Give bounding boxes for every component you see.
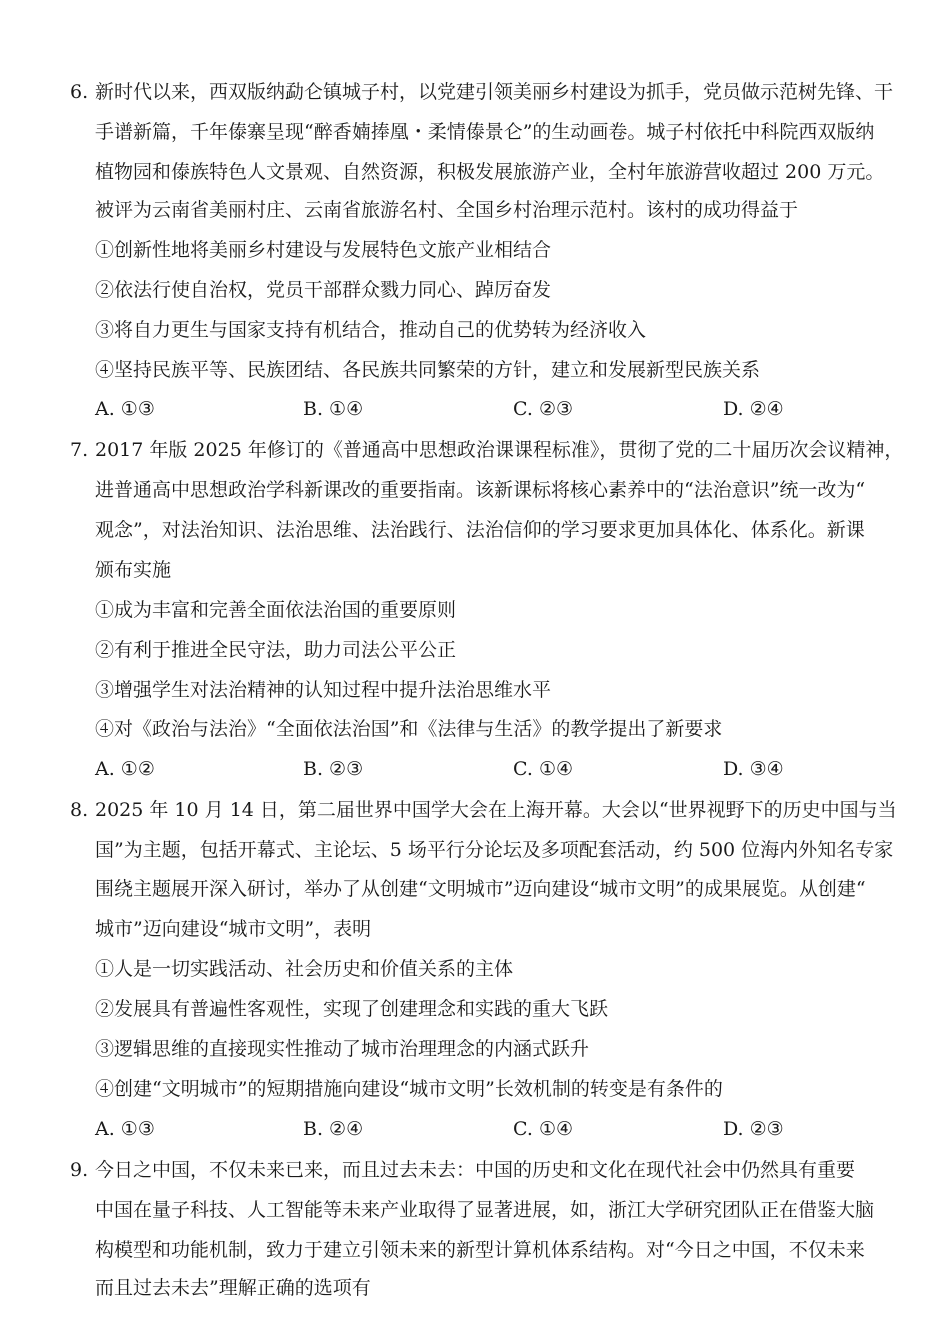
question-text-line: 2017 年版 2025 年修订的《普通高中思想政治课课程标准》，贯彻了党的二十届历次会议精神， <box>95 439 904 461</box>
option-c: C. ②③ <box>513 398 574 420</box>
question-text-line: 观念”，对法治知识、法治思维、法治践行、法治信仰的学习要求更加具体化、体系化。新课 <box>95 519 865 541</box>
question-text-line: 2025 年 10 月 14 日，第二届世界中国学大会在上海开幕。大会以“世界视野下的历史中国与当 <box>95 799 897 821</box>
question-text-line: 今日之中国，不仅未来已来，而且过去未去：中国的历史和文化在现代社会中仍然具有重要 <box>95 1159 856 1181</box>
question-text-line: 国”为主题，包括开幕式、主论坛、5 场平行分论坛及多项配套活动，约 500 位海内外知名专家 <box>95 839 894 861</box>
question-number: 9. <box>70 1159 89 1181</box>
question-text-line: 构模型和功能机制，致力于建立引领未来的新型计算机体系结构。对“今日之中国，不仅未来 <box>95 1239 865 1261</box>
option-c: C. ①④ <box>513 1118 574 1140</box>
option-d: D. ②④ <box>723 398 784 420</box>
question-text-line: 城市”迈向建设“城市文明”，表明 <box>95 918 372 940</box>
question-text-line: 进普通高中思想政治学科新课改的重要指南。该新课标将核心素养中的“法治意识”统一改为“ <box>95 479 866 501</box>
statement: ④坚持民族平等、民族团结、各民族共同繁荣的方针，建立和发展新型民族关系 <box>95 359 761 381</box>
question-text-line: 被评为云南省美丽村庄、云南省旅游名村、全国乡村治理示范村。该村的成功得益于 <box>95 199 799 221</box>
option-a: A. ①② <box>95 758 155 780</box>
question-text-line: 而且过去未去”理解正确的选项有 <box>95 1277 371 1299</box>
statement: ②有利于推进全民守法，助力司法公平公正 <box>95 639 457 661</box>
statement: ①人是一切实践活动、社会历史和价值关系的主体 <box>95 958 514 980</box>
option-b: B. ②③ <box>303 758 364 780</box>
option-b: B. ①④ <box>303 398 364 420</box>
question-text-line: 新时代以来，西双版纳勐仑镇城子村，以党建引领美丽乡村建设为抓手，党员做示范树先锋、干 <box>95 81 894 103</box>
question-text-line: 植物园和傣族特色人文景观、自然资源，积极发展旅游产业，全村年旅游营收超过 200 万元。 <box>95 161 885 183</box>
option-b: B. ②④ <box>303 1118 364 1140</box>
statement: ①成为丰富和完善全面依法治国的重要原则 <box>95 599 457 621</box>
statement: ②依法行使自治权，党员干部群众戮力同心、踔厉奋发 <box>95 279 552 301</box>
option-d: D. ②③ <box>723 1118 784 1140</box>
question-number: 7. <box>70 439 89 461</box>
question-number: 6. <box>70 81 89 103</box>
question-text-line: 手谱新篇，千年傣寨呈现“醉香婻捧凰・柔情傣景仑”的生动画卷。城子村依托中科院西双版纳 <box>95 121 875 143</box>
statement: ③增强学生对法治精神的认知过程中提升法治思维水平 <box>95 679 552 701</box>
option-c: C. ①④ <box>513 758 574 780</box>
question-number: 8. <box>70 799 89 821</box>
statement: ③逻辑思维的直接现实性推动了城市治理理念的内涵式跃升 <box>95 1038 590 1060</box>
statement: ④对《政治与法治》“全面依法治国”和《法律与生活》的教学提出了新要求 <box>95 718 723 740</box>
statement: ④创建“文明城市”的短期措施向建设“城市文明”长效机制的转变是有条件的 <box>95 1078 723 1100</box>
option-a: A. ①③ <box>95 1118 155 1140</box>
option-d: D. ③④ <box>723 758 784 780</box>
question-text-line: 中国在量子科技、人工智能等未来产业取得了显著进展，如，浙江大学研究团队正在借鉴大脑 <box>95 1199 875 1221</box>
option-a: A. ①③ <box>95 398 155 420</box>
question-text-line: 颁布实施 <box>95 559 172 581</box>
statement: ③将自力更生与国家支持有机结合，推动自己的优势转为经济收入 <box>95 319 647 341</box>
statement: ②发展具有普遍性客观性，实现了创建理念和实践的重大飞跃 <box>95 998 609 1020</box>
question-text-line: 围绕主题展开深入研讨，举办了从创建“文明城市”迈向建设“城市文明”的成果展览。从创建“ <box>95 878 866 900</box>
statement: ①创新性地将美丽乡村建设与发展特色文旅产业相结合 <box>95 239 552 261</box>
